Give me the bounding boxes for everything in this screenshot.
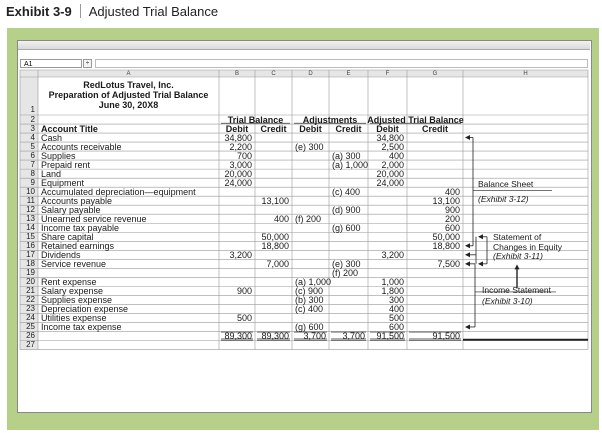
arrow-left-icon (465, 324, 470, 329)
amount-cell[interactable]: 1,000 (381, 276, 404, 287)
balance-sheet-ref: (Exhibit 3-12) (478, 194, 529, 205)
adjustment-entry[interactable]: (g) 600 (295, 321, 324, 332)
report-name: Preparation of Adjusted Trial Balance (48, 90, 209, 100)
column-header-f[interactable]: F (385, 70, 390, 77)
row-number[interactable]: 4 (30, 132, 35, 142)
row-number[interactable]: 24 (26, 312, 35, 322)
amount-cell[interactable]: 91,500 (432, 330, 460, 341)
arrow-up-icon (515, 264, 520, 269)
amount-cell[interactable]: 3,200 (381, 249, 404, 260)
account-title[interactable]: Rent expense (41, 276, 97, 287)
income-statement-ref: (Exhibit 3-10) (482, 296, 533, 307)
column-header-c[interactable]: C (271, 70, 276, 77)
amount-cell[interactable]: 89,300 (224, 330, 252, 341)
report-date: June 30, 20X8 (98, 100, 159, 110)
arrow-left-icon (465, 135, 470, 140)
header-adjustments: Adjustments (302, 114, 358, 125)
account-title[interactable]: Accounts receivable (41, 141, 122, 152)
amount-cell[interactable]: 20,000 (376, 168, 404, 179)
amount-cell[interactable]: 400 (388, 150, 404, 161)
adjustment-entry[interactable]: 3,700 (342, 330, 365, 341)
exhibit-number: Exhibit 3-9 (6, 4, 72, 19)
amount-cell[interactable]: 1,800 (381, 285, 404, 296)
adjustment-entry[interactable]: (b) 300 (295, 294, 324, 305)
header-debit: Debit (299, 123, 322, 134)
adjustment-entry[interactable]: (c) 400 (332, 186, 361, 197)
account-title[interactable]: Depreciation expense (41, 303, 129, 314)
account-title[interactable]: Salary payable (41, 204, 101, 215)
account-title[interactable]: Accumulated depreciation—equipment (41, 186, 196, 197)
account-title[interactable]: Supplies expense (41, 294, 113, 305)
amount-cell[interactable]: 300 (388, 294, 404, 305)
row-number[interactable]: 10 (26, 186, 35, 196)
column-header-d[interactable]: D (308, 70, 313, 77)
row-number[interactable]: 2 (30, 114, 35, 124)
income-statement-label: Income Statement (482, 285, 551, 296)
amount-cell[interactable]: 34,800 (376, 132, 404, 143)
row-number[interactable]: 8 (30, 168, 35, 178)
account-title[interactable]: Utilities expense (41, 312, 107, 323)
row-number[interactable]: 6 (30, 150, 35, 160)
amount-cell[interactable]: 13,100 (432, 195, 460, 206)
account-title[interactable]: Retained earnings (41, 240, 115, 251)
report-company: RedLotus Travel, Inc. (83, 80, 174, 90)
account-title[interactable]: Land (41, 168, 62, 179)
row-number[interactable]: 9 (30, 177, 35, 187)
row-number[interactable]: 13 (26, 213, 35, 223)
amount-cell[interactable]: 900 (236, 285, 252, 296)
account-title[interactable]: Income tax payable (41, 222, 120, 233)
column-header-e[interactable]: E (346, 70, 351, 77)
amount-cell[interactable]: 18,800 (261, 240, 289, 251)
amount-cell[interactable]: 900 (444, 204, 460, 215)
amount-cell[interactable]: 3,200 (229, 249, 252, 260)
amount-cell[interactable]: 13,100 (261, 195, 289, 206)
account-title[interactable]: Dividends (41, 249, 81, 260)
amount-cell[interactable]: 400 (388, 303, 404, 314)
header-credit: Credit (260, 123, 287, 134)
row-number[interactable]: 26 (26, 330, 35, 340)
amount-cell[interactable]: 600 (444, 222, 460, 233)
row-number[interactable]: 16 (26, 240, 35, 250)
adjustment-entry[interactable]: (d) 900 (332, 204, 361, 215)
amount-cell[interactable]: 400 (444, 186, 460, 197)
amount-cell[interactable]: 500 (388, 312, 404, 323)
row-number[interactable]: 25 (26, 321, 35, 331)
amount-cell[interactable]: 2,000 (381, 159, 404, 170)
cell-name-box[interactable]: A1 (20, 59, 82, 68)
amount-cell[interactable]: 7,000 (266, 258, 289, 269)
adjustment-entry[interactable]: 3,700 (303, 330, 326, 341)
amount-cell[interactable]: 2,200 (229, 141, 252, 152)
header-account-title: Account Title (41, 123, 98, 134)
amount-cell[interactable]: 89,300 (261, 330, 289, 341)
amount-cell[interactable]: 24,000 (224, 177, 252, 188)
amount-cell[interactable]: 200 (444, 213, 460, 224)
adjustment-entry[interactable]: (e) 300 (295, 141, 324, 152)
account-title[interactable]: Service revenue (41, 258, 107, 269)
adjustment-entry[interactable]: (a) 300 (332, 150, 361, 161)
row-number[interactable]: 27 (26, 340, 35, 349)
header-credit: Credit (335, 123, 362, 134)
row-number[interactable]: 14 (26, 222, 35, 232)
account-title[interactable]: Cash (41, 132, 63, 143)
account-title[interactable]: Unearned service revenue (41, 213, 147, 224)
row-number[interactable]: 11 (26, 195, 35, 205)
changes-equity-label: Changes in Equity (493, 241, 562, 252)
exhibit-caption: Adjusted Trial Balance (88, 4, 219, 19)
amount-cell[interactable]: 600 (388, 321, 404, 332)
arrow-left-icon (478, 234, 483, 239)
column-header-a[interactable]: A (126, 70, 131, 77)
header-credit: Credit (421, 123, 448, 134)
arrow-left-icon (478, 261, 483, 266)
amount-cell[interactable]: 3,000 (229, 159, 252, 170)
row-number[interactable]: 17 (26, 249, 35, 259)
adjustment-entry[interactable]: (a) 1,000 (332, 159, 369, 170)
row-number[interactable]: 12 (26, 204, 35, 214)
amount-cell[interactable]: 500 (236, 312, 252, 323)
row-number[interactable]: 3 (30, 123, 35, 133)
header-debit: Debit (225, 123, 249, 134)
amount-cell[interactable]: 24,000 (376, 177, 404, 188)
amount-cell[interactable]: 7,500 (437, 258, 460, 269)
column-header-g[interactable]: G (432, 70, 438, 77)
row-number[interactable]: 1 (30, 105, 35, 114)
account-title[interactable]: Supplies (41, 150, 76, 161)
adjustment-entry[interactable]: (c) 900 (295, 285, 324, 296)
changes-equity-ref: (Exhibit 3-11) (493, 251, 543, 262)
adjustment-entry[interactable]: (g) 600 (332, 222, 361, 233)
row-number[interactable]: 20 (26, 276, 35, 286)
row-number[interactable]: 5 (30, 141, 35, 151)
row-number[interactable]: 7 (30, 159, 35, 169)
amount-cell[interactable]: 50,000 (261, 231, 289, 242)
account-title[interactable]: Share capital (41, 231, 94, 242)
row-number[interactable]: 15 (26, 231, 35, 241)
balance-sheet-label: Balance Sheet (478, 179, 534, 190)
arrow-left-icon (465, 252, 470, 257)
changes-equity-label: Statement of (493, 231, 542, 242)
account-title[interactable]: Salary expense (41, 285, 104, 296)
arrow-left-icon (465, 243, 470, 248)
arrow-left-icon (465, 261, 470, 266)
account-title[interactable]: Accounts payable (41, 195, 113, 206)
amount-cell[interactable]: 20,000 (224, 168, 252, 179)
adjustment-entry[interactable]: (a) 1,000 (295, 276, 332, 287)
row-number[interactable]: 21 (26, 285, 35, 295)
name-box-stepper-icon[interactable]: ÷ (83, 59, 92, 68)
amount-cell[interactable]: 50,000 (432, 231, 460, 242)
header-adjusted-trial-balance: Adjusted Trial Balance (367, 114, 464, 125)
account-title[interactable]: Prepaid rent (41, 159, 91, 170)
column-header-h[interactable]: H (523, 70, 528, 77)
row-number[interactable]: 23 (26, 303, 35, 313)
amount-cell[interactable]: 91,500 (376, 330, 404, 341)
header-trial-balance: Trial Balance (227, 114, 284, 125)
amount-cell[interactable]: 2,500 (381, 141, 404, 152)
amount-cell[interactable]: 700 (236, 150, 252, 161)
header-debit: Debit (376, 123, 399, 134)
adjustment-entry[interactable]: (f) 200 (332, 267, 359, 278)
amount-cell[interactable]: 400 (273, 213, 289, 224)
row-number[interactable]: 18 (26, 258, 35, 268)
row-number[interactable]: 22 (26, 294, 35, 304)
adjustment-entry[interactable]: (f) 200 (295, 213, 322, 224)
amount-cell[interactable]: 18,800 (432, 240, 460, 251)
adjustment-entry[interactable]: (e) 300 (332, 258, 361, 269)
row-number[interactable]: 19 (26, 267, 35, 277)
account-title[interactable]: Income tax expense (41, 321, 122, 332)
amount-cell[interactable]: 34,800 (224, 132, 252, 143)
adjustment-entry[interactable]: (c) 400 (295, 303, 324, 314)
column-header-b[interactable]: B (234, 70, 239, 77)
account-title[interactable]: Equipment (41, 177, 85, 188)
